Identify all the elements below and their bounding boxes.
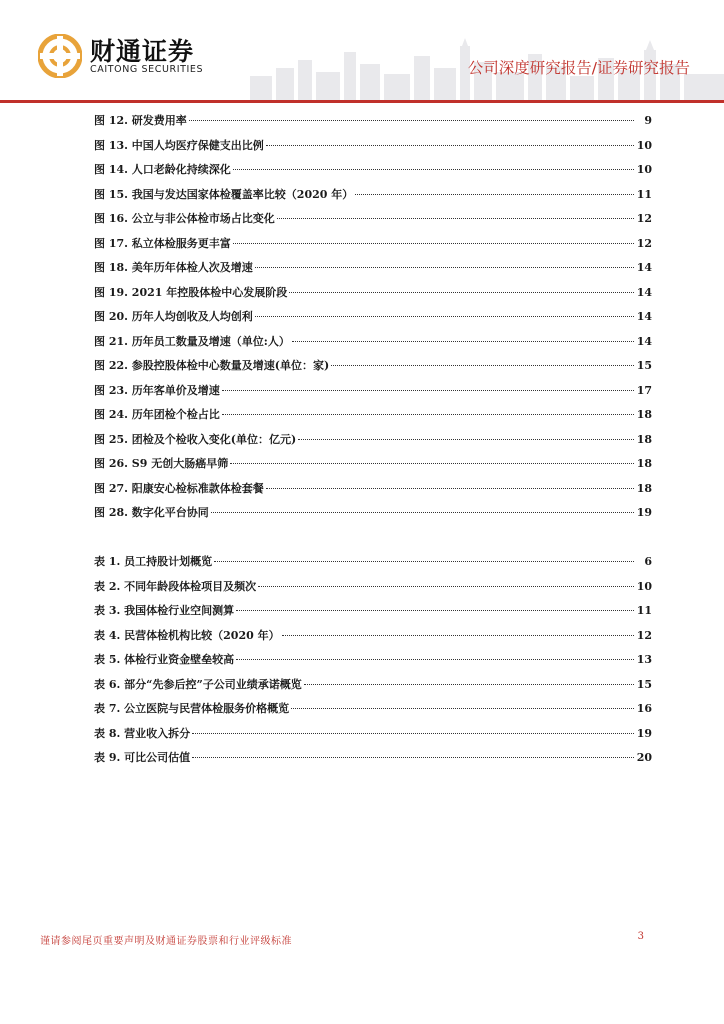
toc-entry-page: 17 <box>636 383 652 397</box>
figure-toc-entry[interactable] <box>94 333 652 358</box>
toc-entry-label: 图 28. 数字化平台协同 <box>94 506 209 519</box>
toc-entry-page: 12 <box>636 628 652 642</box>
figure-toc-entry[interactable] <box>94 137 652 162</box>
report-type-label: 公司深度研究报告/证券研究报告 <box>467 59 690 77</box>
figure-index-list <box>94 112 652 529</box>
figure-toc-entry[interactable] <box>94 112 652 137</box>
toc-entry-page: 14 <box>636 310 652 323</box>
figure-toc-entry[interactable] <box>94 504 652 529</box>
figure-toc-entry[interactable] <box>94 308 652 333</box>
dot-leader <box>236 659 634 660</box>
toc-entry-label: 图 12. 研发费用率 <box>94 114 187 127</box>
table-toc-entry[interactable] <box>94 676 652 701</box>
table-toc-entry[interactable] <box>94 578 652 603</box>
figure-toc-entry[interactable] <box>94 431 652 456</box>
toc-entry-label: 表 4. 民营体检机构比较（2020 年） <box>94 628 280 642</box>
toc-entry-page: 11 <box>636 187 652 201</box>
toc-entry-label: 表 1. 员工持股计划概览 <box>94 555 213 568</box>
toc-entry-page: 13 <box>636 653 652 666</box>
toc-entry-label: 图 21. 历年员工数量及增速（单位:人） <box>94 334 290 348</box>
dot-leader <box>192 757 634 758</box>
toc-entry-label: 图 19. 2021 年控股体检中心发展阶段 <box>94 285 288 299</box>
figure-toc-entry[interactable] <box>94 284 652 309</box>
dot-leader <box>291 708 634 709</box>
figure-toc-entry[interactable] <box>94 455 652 480</box>
toc-entry-page: 6 <box>644 555 652 568</box>
toc-entry-page: 14 <box>636 285 652 299</box>
toc-entry-label: 图 15. 我国与发达国家体检覆盖率比较（2020 年） <box>94 187 354 201</box>
toc-entry-page: 10 <box>636 138 652 152</box>
table-toc-entry[interactable] <box>94 651 652 676</box>
dot-leader <box>233 243 634 244</box>
dot-leader <box>192 733 634 734</box>
toc-entry-label: 图 26. S9 无创大肠癌早筛 <box>94 457 229 470</box>
toc-entry-page: 14 <box>636 334 652 348</box>
dot-leader <box>266 145 634 146</box>
toc-entry-label: 表 7. 公立医院与民营体检服务价格概览 <box>94 702 290 715</box>
page-header <box>0 0 724 104</box>
toc-entry-label: 图 17. 私立体检服务更丰富 <box>94 236 231 250</box>
dot-leader <box>189 120 634 121</box>
toc-entry-label: 表 8. 营业收入拆分 <box>94 726 191 740</box>
dot-leader <box>282 635 634 636</box>
dot-leader <box>255 267 634 268</box>
table-index-list <box>94 553 652 774</box>
toc-entry-label: 图 24. 历年团检个检占比 <box>94 408 220 421</box>
toc-entry-label: 图 27. 阳康安心检标准款体检套餐 <box>94 481 264 495</box>
figure-toc-entry[interactable] <box>94 382 652 407</box>
dot-leader <box>266 488 634 489</box>
footer-disclaimer: 谨请参阅尾页重要声明及财通证券股票和行业评级标准 <box>40 936 292 947</box>
toc-entry-page: 14 <box>636 261 652 274</box>
dot-leader <box>230 463 634 464</box>
toc-entry-page: 19 <box>636 506 652 519</box>
dot-leader <box>233 169 634 170</box>
dot-leader <box>331 365 634 366</box>
table-toc-entry[interactable] <box>94 627 652 652</box>
caitong-logo-icon <box>38 34 82 78</box>
dot-leader <box>289 292 634 293</box>
dot-leader <box>298 439 634 440</box>
toc-entry-page: 18 <box>636 457 652 470</box>
toc-entry-page: 19 <box>636 726 652 740</box>
toc-entry-page: 12 <box>636 236 652 250</box>
toc-entry-label: 图 20. 历年人均创收及人均创利 <box>94 310 253 323</box>
toc-entry-page: 12 <box>636 212 652 225</box>
dot-leader <box>236 610 634 611</box>
toc-entry-page: 11 <box>636 604 652 617</box>
figure-toc-entry[interactable] <box>94 259 652 284</box>
figure-toc-entry[interactable] <box>94 161 652 186</box>
table-toc-entry[interactable] <box>94 749 652 774</box>
dot-leader <box>355 194 634 195</box>
toc-entry-page: 15 <box>636 359 652 372</box>
toc-entry-page: 9 <box>644 114 652 127</box>
toc-entry-label: 图 23. 历年客单价及增速 <box>94 383 220 397</box>
toc-entry-label: 表 6. 部分“先参后控”子公司业绩承诺概览 <box>94 677 302 691</box>
table-toc-entry[interactable] <box>94 725 652 750</box>
dot-leader <box>258 586 634 587</box>
dot-leader <box>255 316 634 317</box>
figure-toc-entry[interactable] <box>94 186 652 211</box>
dot-leader <box>222 414 634 415</box>
toc-entry-label: 表 5. 体检行业资金壁垒较高 <box>94 653 235 666</box>
toc-entry-page: 15 <box>636 677 652 691</box>
dot-leader <box>304 684 634 685</box>
toc-entry-label: 表 2. 不同年龄段体检项目及频次 <box>94 579 257 593</box>
figure-toc-entry[interactable] <box>94 210 652 235</box>
toc-entry-label: 图 18. 美年历年体检人次及增速 <box>94 261 253 274</box>
dot-leader <box>277 218 634 219</box>
page-number: 3 <box>637 931 644 942</box>
dot-leader <box>222 390 634 391</box>
toc-entry-label: 图 13. 中国人均医疗保健支出比例 <box>94 138 264 152</box>
dot-leader <box>292 341 634 342</box>
toc-entry-page: 20 <box>636 751 652 764</box>
table-toc-entry[interactable] <box>94 602 652 627</box>
toc-entry-label: 图 14. 人口老龄化持续深化 <box>94 163 231 176</box>
toc-entry-page: 16 <box>636 702 652 715</box>
toc-entry-label: 图 16. 公立与非公体检市场占比变化 <box>94 212 275 225</box>
header-divider <box>0 100 724 103</box>
brand-name-cn: 财通证券 <box>90 37 195 66</box>
toc-entry-label: 表 3. 我国体检行业空间测算 <box>94 604 235 617</box>
table-toc-entry[interactable] <box>94 553 652 578</box>
toc-entry-label: 图 25. 团检及个检收入变化(单位：亿元) <box>94 432 297 446</box>
dot-leader <box>214 561 634 562</box>
figure-toc-entry[interactable] <box>94 406 652 431</box>
brand-name-en: CAITONG SECURITIES <box>90 64 204 75</box>
table-toc-entry[interactable] <box>94 700 652 725</box>
toc-entry-page: 18 <box>636 432 652 446</box>
figure-toc-entry[interactable] <box>94 235 652 260</box>
toc-entry-page: 10 <box>636 579 652 593</box>
toc-entry-label: 图 22. 参股控股体检中心数量及增速(单位：家) <box>94 359 330 372</box>
toc-entry-page: 18 <box>636 408 652 421</box>
figure-toc-entry[interactable] <box>94 480 652 505</box>
dot-leader <box>211 512 634 513</box>
toc-entry-page: 18 <box>636 481 652 495</box>
toc-entry-label: 表 9. 可比公司估值 <box>94 751 191 764</box>
figure-toc-entry[interactable] <box>94 357 652 382</box>
toc-entry-page: 10 <box>636 163 652 176</box>
